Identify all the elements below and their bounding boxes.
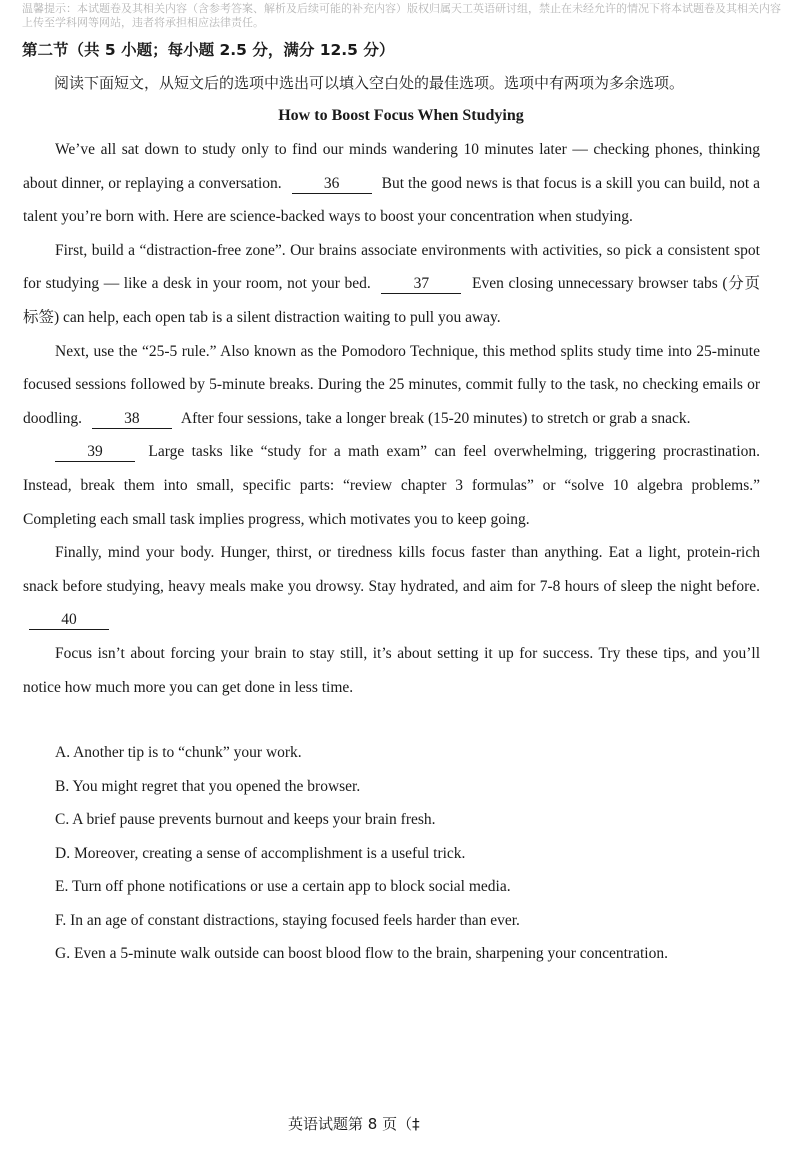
option-c: C. A brief pause prevents burnout and keeps your brain fresh. [55, 811, 436, 828]
section-instruction: 阅读下面短文，从短文后的选项中选出可以填入空白处的最佳选项。选项中有两项为多余选项。 [54, 74, 685, 92]
paragraph-1-text-a: We’ve all sat down to study only to find our minds wandering 10 minutes later — checking phones, thinking about dinner, or replaying a conversation. [23, 141, 760, 192]
paragraph-4-text: Large tasks like “study for a math exam” can feel overwhelming, triggering procrastination. Instead, break them into small, specific parts: “review chapter 3 formulas” or “solve 10 algebra problems.” Completing each small task implies progress, which motivates you to keep going. [23, 443, 761, 528]
paragraph-3 [23, 335, 760, 436]
page-footer: 英语试题第 8 页（‡ [288, 1115, 420, 1133]
option-g: G. Even a 5-minute walk outside can boost blood flow to the brain, sharpening your concentration. [55, 945, 668, 962]
paragraph-3-text-b: After four sessions, take a longer break (15-20 minutes) to stretch or grab a snack. [180, 409, 691, 427]
option-e: E. Turn off phone notifications or use a certain app to block social media. [55, 878, 511, 895]
passage-body [23, 133, 760, 704]
paragraph-1-text-b: But the good news is that focus is a skill you can build, not a talent you’re born with. Here are science-backed ways to boost your concentration when studying. [23, 174, 761, 226]
blank-40: 40 [29, 611, 109, 630]
option-b: B. You might regret that you opened the browser. [55, 777, 361, 795]
blank-38: 38 [92, 410, 172, 429]
section-heading: 第二节（共 5 小题；每小题 2.5 分，满分 12.5 分） [22, 41, 395, 59]
option-f: F. In an age of constant distractions, staying focused feels harder than ever. [55, 911, 520, 929]
paragraph-5 [23, 536, 760, 637]
option-d: D. Moreover, creating a sense of accomplishment is a useful trick. [55, 844, 466, 862]
passage-title: How to Boost Focus When Studying [278, 107, 524, 124]
paragraph-2-text-a: First, build a “distraction-free zone”. Our brains associate environments with activities, so pick a consistent spot for studying — like a desk in your room, not your bed. [23, 241, 760, 293]
paragraph-3-text-a: Next, use the “25-5 rule.” Also known as the Pomodoro Technique, this method splits study time into 25-minute focused sessions followed by 5-minute breaks. During the 25 minutes, commit fully to the task, no checking emails or doodling. [23, 342, 760, 427]
blank-37: 37 [381, 275, 461, 294]
paragraph-6 [23, 637, 760, 704]
paragraph-1 [23, 133, 760, 234]
blank-36: 36 [292, 175, 372, 194]
paragraph-4 [23, 435, 760, 536]
blank-39: 39 [55, 443, 135, 462]
paragraph-2 [23, 234, 760, 335]
copyright-notice: 温馨提示：本试题卷及其相关内容（含参考答案、解析及后续可能的补充内容）版权归属天工英语研讨组，禁止在未经允许的情况下将本试题卷及其相关内容上传至学科网等网站，违者将承担相应法律责任。 [22, 2, 781, 29]
option-a: A. Another tip is to “chunk” your work. [55, 744, 302, 761]
paragraph-6-text: Focus isn’t about forcing your brain to stay still, it’s about setting it up for success. Try these tips, and you’ll notice how much more you can get done in less time. [23, 644, 760, 696]
paragraph-2-text-b: Even closing unnecessary browser tabs (分页标签) can help, each open tab is a silent distraction waiting to pull you away. [23, 275, 761, 326]
options-list [55, 736, 668, 971]
paragraph-5-text: Finally, mind your body. Hunger, thirst, or tiredness kills focus faster than anything. Eat a light, protein-rich snack before studying, heavy meals make you drowsy. Stay hydrated, and aim for 7-8 hours of sleep the night before. [23, 544, 760, 595]
